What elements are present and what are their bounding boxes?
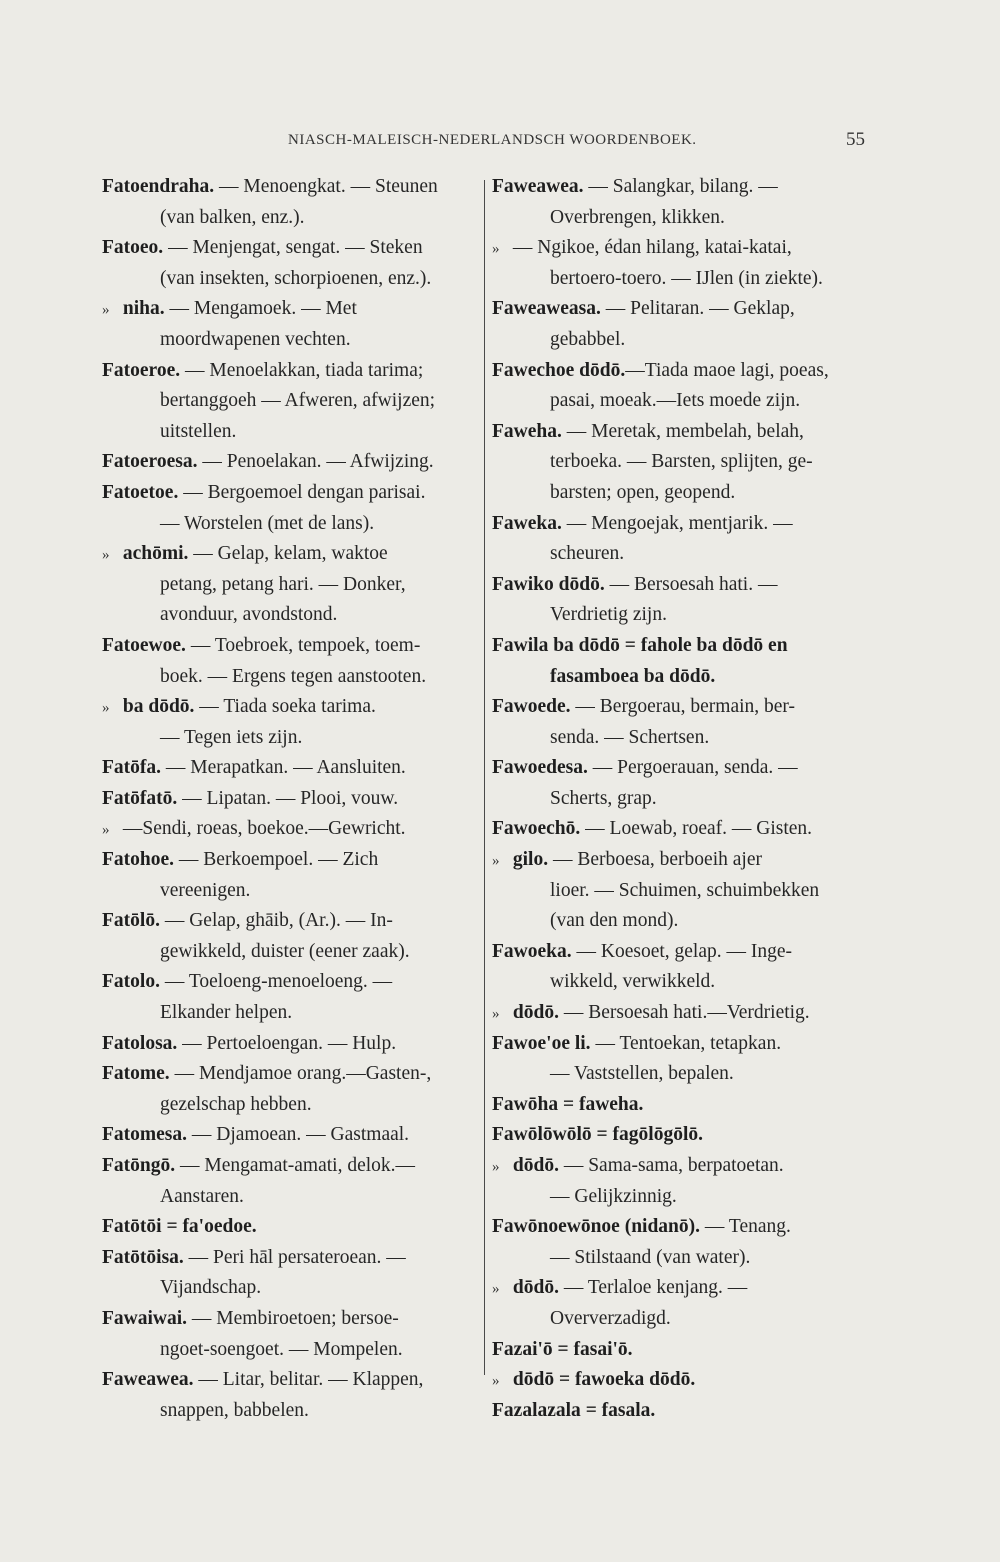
- headword: Fawoedesa.: [492, 757, 588, 779]
- definition-text: — Bergoerau, bermain, ber-: [570, 696, 796, 718]
- entry-line: [102, 631, 478, 662]
- entry-line: [492, 1212, 870, 1243]
- definition-text: — Pelitaran. — Geklap,: [600, 298, 795, 320]
- definition-text: (van balken, enz.).: [160, 206, 305, 228]
- entry-line: [102, 1335, 478, 1366]
- repeat-mark: »: [492, 1006, 500, 1023]
- definition-text: vereenigen.: [160, 879, 251, 901]
- definition-text: — Mengamat-amati, delok.—: [175, 1155, 416, 1176]
- entry-line: [102, 1182, 478, 1213]
- entry-line: [102, 1396, 478, 1427]
- headword: ba dōdō.: [122, 696, 195, 718]
- headword: niha.: [122, 298, 165, 320]
- definition-text: — Mengamoek. — Met: [164, 298, 357, 320]
- right-column: [492, 172, 870, 1426]
- definition-text: — Bersoesah hati. —: [604, 573, 778, 595]
- definition-text: Oververzadigd.: [550, 1307, 671, 1329]
- definition-text: — Pertoeloengan. — Hulp.: [177, 1032, 397, 1054]
- entry-line: [492, 1182, 870, 1213]
- definition-text: — Litar, belitar. — Klappen,: [193, 1369, 424, 1391]
- entry-line: [102, 509, 478, 540]
- definition-text: — Tiada soeka tarima.: [194, 696, 376, 718]
- definition-text: — Vaststellen, bepalen.: [550, 1063, 734, 1085]
- definition-text: — Terlaloe kenjang. —: [558, 1277, 748, 1299]
- definition-text: Vijandschap.: [160, 1277, 262, 1299]
- page-number: 55: [846, 129, 865, 150]
- headword: dōdō.: [512, 1155, 559, 1176]
- definition-text: —Tiada maoe lagi, poeas,: [625, 359, 829, 381]
- repeat-mark: »: [492, 853, 500, 870]
- entry-line: [102, 203, 478, 234]
- definition-text: — Djamoean. — Gastmaal.: [187, 1124, 410, 1146]
- entry-line: [102, 356, 478, 387]
- entry-line: [102, 570, 478, 601]
- entry-line: [102, 1151, 478, 1182]
- definition-text: — Pergoerauan, senda. —: [587, 757, 798, 779]
- entry-line: [492, 998, 870, 1029]
- entry-line: [102, 692, 478, 723]
- entry-line: [102, 600, 478, 631]
- definition-text: gewikkeld, duister (eener zaak).: [160, 940, 410, 962]
- headword: Fatoeroe.: [102, 359, 181, 381]
- running-header: NIASCH-MALEISCH-NEDERLANDSCH WOORDENBOEK.: [288, 132, 697, 148]
- entry-line: [492, 1304, 870, 1335]
- definition-text: = fawoeka dōdō.: [554, 1369, 696, 1391]
- headword: Fatōtōi: [102, 1216, 162, 1238]
- definition-text: — Sama-sama, berpatoetan.: [558, 1155, 784, 1176]
- entry-line: [492, 447, 870, 478]
- repeat-mark: »: [492, 1281, 500, 1298]
- definition-text: barsten; open, geopend.: [550, 481, 736, 503]
- definition-text: lioer. — Schuimen, schuimbekken: [550, 879, 820, 901]
- entry-line: [102, 1273, 478, 1304]
- definition-text: — Mengoejak, mentjarik. —: [561, 512, 793, 534]
- definition-text: senda. — Schertsen.: [550, 726, 710, 748]
- entry-line: [492, 1090, 870, 1121]
- entry-line: [492, 172, 870, 203]
- definition-text: Verdrietig zijn.: [550, 604, 667, 626]
- definition-text: pasai, moeak.—Iets moede zijn.: [550, 390, 801, 412]
- entry-line: [102, 1212, 478, 1243]
- entry-line: [102, 325, 478, 356]
- headword: Fatohoe.: [102, 849, 175, 871]
- headword: Fatoewoe.: [102, 634, 186, 656]
- entry-line: [492, 203, 870, 234]
- definition-text: — Menjengat, sengat. — Steken: [163, 237, 423, 259]
- entry-line: [492, 539, 870, 570]
- definition-text: — Menoengkat. — Steunen: [214, 176, 438, 197]
- entry-line: [102, 1243, 478, 1274]
- entry-line: [492, 264, 870, 295]
- entry-line: [102, 1029, 478, 1060]
- headword: Fatōlō.: [102, 910, 160, 932]
- entry-line: [102, 814, 478, 845]
- definition-text: — Toeloeng-menoeloeng. —: [159, 971, 393, 993]
- entry-line: [102, 233, 478, 264]
- definition-text: — Berboesa, berboeih ajer: [548, 849, 762, 871]
- headword: Fatome.: [102, 1063, 170, 1085]
- headword: Fawoeka.: [492, 940, 572, 962]
- entry-line: [102, 447, 478, 478]
- entry-line: [102, 1059, 478, 1090]
- headword: Fawoede.: [492, 696, 571, 718]
- definition-text: — Bergoemoel dengan parisai.: [178, 481, 426, 503]
- definition-text: wikkeld, verwikkeld.: [550, 971, 716, 993]
- headword: dōdō.: [512, 1002, 559, 1024]
- headword: Fatolosa.: [102, 1032, 178, 1054]
- definition-text: — Meretak, membelah, belah,: [561, 420, 804, 442]
- definition-text: —Sendi, roeas, boekoe.—Gewricht.: [122, 818, 406, 840]
- entry-line: [492, 478, 870, 509]
- entry-line: [492, 325, 870, 356]
- definition-text: — Gelijkzinnig.: [550, 1185, 677, 1207]
- headword: Fawila ba dōdō: [492, 634, 620, 656]
- entry-line: [102, 478, 478, 509]
- repeat-mark: »: [102, 302, 110, 319]
- definition-text: (van insekten, schorpioenen, enz.).: [160, 267, 432, 289]
- definition-text: — Peri hāl persateroean. —: [183, 1246, 406, 1268]
- entry-line: [102, 967, 478, 998]
- definition-text: Scherts, grap.: [550, 787, 657, 809]
- entry-line: [492, 1243, 870, 1274]
- definition-text: = fahole ba dōdō en: [619, 634, 788, 656]
- definition-text: Elkander helpen.: [160, 1002, 293, 1024]
- entry-line: [492, 692, 870, 723]
- definition-text: — Koesoet, gelap. — Inge-: [571, 940, 793, 962]
- entry-line: [102, 1304, 478, 1335]
- entry-line: [102, 172, 478, 203]
- definition-text: gebabbel.: [550, 328, 626, 350]
- entry-line: [102, 937, 478, 968]
- definition-text: = faweha.: [558, 1093, 644, 1115]
- headword: gilo.: [512, 849, 549, 871]
- definition-text: = fagōlōgōlō.: [591, 1124, 703, 1146]
- entry-line: [102, 1120, 478, 1151]
- headword: Fatōfa.: [102, 757, 162, 779]
- headword: dōdō.: [512, 1277, 559, 1299]
- headword: Fatomesa.: [102, 1124, 188, 1146]
- definition-text: = fasala.: [580, 1399, 656, 1421]
- entry-line: [492, 1396, 870, 1427]
- headword: Fatoeo.: [102, 237, 164, 259]
- headword: Fazalazala: [492, 1399, 581, 1421]
- entry-line: [492, 814, 870, 845]
- definition-text: — Tenang.: [700, 1216, 791, 1238]
- entry-line: [102, 386, 478, 417]
- entry-line: [102, 1365, 478, 1396]
- headword: Fawechoe dōdō.: [492, 359, 626, 381]
- entry-line: [492, 906, 870, 937]
- entry-line: [492, 294, 870, 325]
- entry-line: [102, 845, 478, 876]
- definition-text: — Bersoesah hati.—Verdrietig.: [558, 1002, 810, 1024]
- entry-line: [492, 1059, 870, 1090]
- entry-line: [102, 723, 478, 754]
- definition-text: — Penoelakan. — Afwijzing.: [197, 451, 434, 473]
- headword: Fatolo.: [102, 971, 160, 993]
- headword: achōmi.: [122, 543, 189, 565]
- definition-text: — Tegen iets zijn.: [160, 726, 303, 748]
- headword: Fawoechō.: [492, 818, 581, 840]
- entry-line: [492, 967, 870, 998]
- definition-text: Overbrengen, klikken.: [550, 206, 725, 228]
- entry-line: [492, 845, 870, 876]
- repeat-mark: »: [492, 241, 500, 258]
- entry-line: [492, 386, 870, 417]
- headword: Fawiko dōdō.: [492, 573, 605, 595]
- definition-text: fasamboea ba dōdō.: [550, 665, 716, 687]
- column-divider: [484, 180, 485, 1375]
- definition-text: — Membiroetoen; bersoe-: [187, 1307, 399, 1329]
- headword: Faweawea.: [102, 1369, 194, 1391]
- repeat-mark: »: [102, 700, 110, 717]
- entry-line: [492, 723, 870, 754]
- entry-line: [492, 233, 870, 264]
- definition-text: — Salangkar, bilang. —: [583, 176, 778, 197]
- headword: Fatōngō.: [102, 1155, 176, 1176]
- entry-line: [102, 662, 478, 693]
- entry-line: [102, 998, 478, 1029]
- definition-text: (van den mond).: [550, 910, 679, 932]
- definition-text: — Gelap, kelam, waktoe: [188, 543, 388, 565]
- entry-line: [492, 1029, 870, 1060]
- entry-line: [102, 1090, 478, 1121]
- entry-line: [492, 1365, 870, 1396]
- entry-line: [102, 906, 478, 937]
- entry-line: [492, 1273, 870, 1304]
- entry-line: [492, 1151, 870, 1182]
- headword: Fawoe'oe li.: [492, 1032, 591, 1054]
- repeat-mark: »: [102, 822, 110, 839]
- headword: Faweka.: [492, 512, 562, 534]
- definition-text: bertoero-toero. — IJlen (in ziekte).: [550, 267, 823, 289]
- headword: Faweha.: [492, 420, 562, 442]
- headword: Fatōfatō.: [102, 787, 178, 809]
- headword: Fawōnoewōnoe (nidanō).: [492, 1216, 701, 1238]
- definition-text: — Tentoekan, tetapkan.: [590, 1032, 782, 1054]
- headword: Fatōtōisa.: [102, 1246, 184, 1268]
- headword: dōdō: [512, 1369, 555, 1391]
- definition-text: = fasai'ō.: [552, 1338, 633, 1360]
- definition-text: uitstellen.: [160, 420, 237, 442]
- entry-line: [492, 509, 870, 540]
- entry-line: [102, 539, 478, 570]
- headword: Fazai'ō: [492, 1338, 553, 1360]
- headword: Fatoetoe.: [102, 481, 179, 503]
- definition-text: = fa'oedoe.: [161, 1216, 257, 1238]
- definition-text: — Stilstaand (van water).: [550, 1246, 751, 1268]
- headword: Fawaiwai.: [102, 1307, 188, 1329]
- entry-line: [102, 264, 478, 295]
- entry-line: [492, 1335, 870, 1366]
- entry-line: [492, 662, 870, 693]
- entry-line: [492, 631, 870, 662]
- headword: Faweawea.: [492, 176, 584, 197]
- headword: Fatoeroesa.: [102, 451, 198, 473]
- definition-text: — Toebroek, tempoek, toem-: [185, 634, 421, 656]
- entry-line: [102, 876, 478, 907]
- entry-line: [492, 937, 870, 968]
- definition-text: — Merapatkan. — Aansluiten.: [161, 757, 406, 779]
- definition-text: Aanstaren.: [160, 1185, 244, 1207]
- entry-line: [492, 784, 870, 815]
- definition-text: — Mendjamoe orang.—Gasten-,: [169, 1063, 432, 1085]
- entry-line: [492, 1120, 870, 1151]
- entry-line: [102, 294, 478, 325]
- entry-line: [492, 753, 870, 784]
- definition-text: snappen, babbelen.: [160, 1399, 309, 1421]
- entry-line: [492, 570, 870, 601]
- entry-line: [492, 876, 870, 907]
- entry-line: [102, 784, 478, 815]
- headword: Faweaweasa.: [492, 298, 601, 320]
- definition-text: — Gelap, ghāib, (Ar.). — In-: [159, 910, 393, 932]
- definition-text: — Lipatan. — Plooi, vouw.: [177, 787, 399, 809]
- definition-text: petang, petang hari. — Donker,: [160, 573, 406, 595]
- definition-text: — Loewab, roeaf. — Gisten.: [580, 818, 813, 840]
- definition-text: boek. — Ergens tegen aanstooten.: [160, 665, 427, 687]
- definition-text: bertanggoeh — Afweren, afwijzen;: [160, 390, 436, 412]
- entry-line: [102, 753, 478, 784]
- definition-text: — Worstelen (met de lans).: [160, 512, 375, 534]
- definition-text: moordwapenen vechten.: [160, 328, 351, 350]
- repeat-mark: »: [102, 547, 110, 564]
- left-column: [102, 172, 478, 1426]
- definition-text: — Menoelakkan, tiada tarima;: [180, 359, 424, 381]
- definition-text: terboeka. — Barsten, splijten, ge-: [550, 451, 813, 473]
- headword: Fawōlōwōlō: [492, 1124, 592, 1146]
- definition-text: scheuren.: [550, 543, 625, 565]
- definition-text: — Ngikoe, édan hilang, katai-katai,: [512, 237, 792, 259]
- entry-line: [492, 356, 870, 387]
- definition-text: ngoet-soengoet. — Mompelen.: [160, 1338, 403, 1360]
- definition-text: avonduur, avondstond.: [160, 604, 338, 626]
- entry-line: [492, 600, 870, 631]
- headword: Fawōha: [492, 1093, 559, 1115]
- repeat-mark: »: [492, 1159, 500, 1175]
- definition-text: — Berkoempoel. — Zich: [174, 849, 379, 871]
- entry-line: [492, 417, 870, 448]
- definition-text: gezelschap hebben.: [160, 1093, 312, 1115]
- entry-line: [102, 417, 478, 448]
- repeat-mark: »: [492, 1373, 500, 1390]
- headword: Fatoendraha.: [102, 176, 215, 197]
